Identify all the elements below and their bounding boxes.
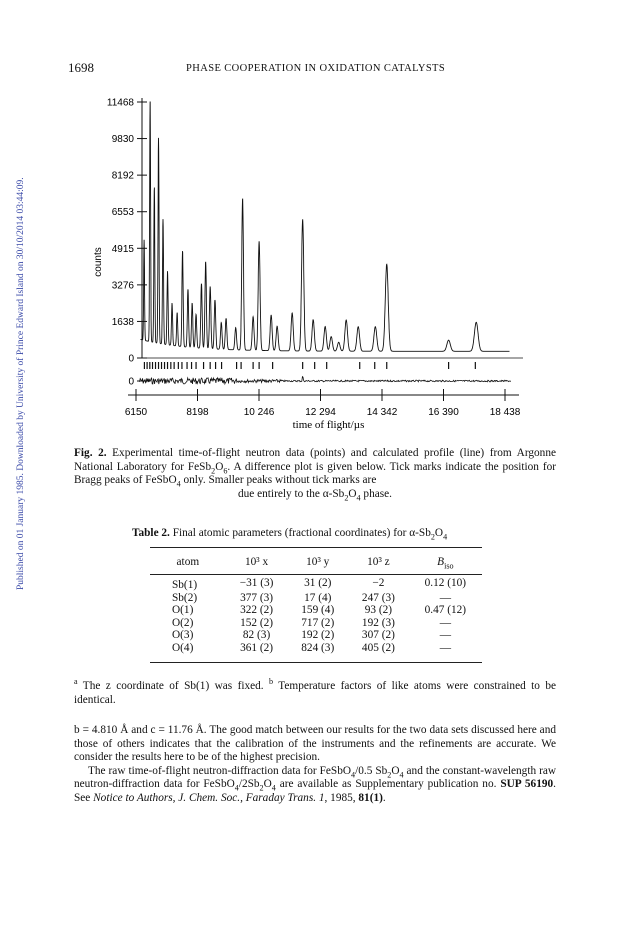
p2-sub: 2: [259, 783, 264, 793]
table-row: [150, 604, 482, 617]
table-cell: 192 (2): [301, 629, 335, 641]
paragraph-2: [74, 765, 556, 806]
col-header-z: 10³ z: [367, 556, 390, 568]
table-cell: O(1): [172, 604, 194, 616]
p2-text: are available as Supplementary publication no.: [275, 778, 501, 790]
table-cell: O(2): [172, 616, 194, 629]
table-cell: Sb(1): [172, 579, 198, 591]
col-header-biso: [409, 548, 482, 575]
p2-text: /0.5 Sb: [355, 764, 388, 777]
paragraph-1: b = 4.810 Å and c = 11.76 Å. The good match between our results for the two data sets discussed here and those of others indicates that the calibration of the instruments and the refinements are accurate. We consider the results here to be of the highest precision.: [74, 724, 556, 763]
difference-zero-label: 0: [128, 376, 134, 388]
y-tick-label: 11468: [106, 97, 134, 109]
table-cell: O(3): [172, 629, 194, 641]
col-header-atom: atom: [176, 556, 200, 568]
y-tick-label: 4915: [111, 243, 134, 255]
y-axis-label: counts: [93, 247, 104, 277]
caption-text: due entirely to the α-Sb: [238, 487, 345, 500]
caption-text: O: [215, 460, 224, 473]
table-body: [150, 575, 482, 655]
x-tick-label: 8198: [186, 407, 209, 418]
table-cell: 717 (2): [301, 616, 335, 629]
caption-text: . A difference plot is given below. Tick marks indicate the position for Bragg peaks of FeSbO: [74, 460, 556, 486]
p2-text: The raw time-of-flight neutron-diffraction data for FeSbO: [88, 764, 352, 777]
profile-line: [141, 102, 510, 351]
table-label: Table 2.: [132, 527, 170, 539]
p2-sub: 4: [399, 769, 404, 779]
table-cell: −31 (3): [239, 577, 274, 589]
table-cell: 247 (3): [361, 591, 395, 604]
b-subscript: iso: [444, 561, 454, 571]
table-cell: —: [439, 616, 452, 629]
p2-text: /2Sb: [238, 778, 260, 790]
caption-sub: 4: [176, 479, 181, 489]
p2-text: and the constant-wavelength raw neutron-diffraction data for FeSbO: [74, 764, 557, 790]
x-tick-label: 10 246: [243, 407, 275, 418]
y-tick-label: 6553: [111, 207, 134, 219]
caption-label: Fig. 2.: [74, 447, 107, 459]
volume-reference: 81(1): [358, 791, 383, 804]
p2-text: , 1985,: [324, 791, 359, 804]
page-number: 1698: [68, 60, 94, 75]
x-tick-label: 16 390: [428, 407, 459, 418]
p2-text: . See: [74, 778, 556, 804]
y-tick-label: 1638: [111, 316, 134, 328]
p2-sub: 2: [387, 769, 392, 779]
table-row: [150, 617, 482, 630]
table-bottom-rule: [150, 662, 482, 663]
running-title: PHASE COOPERATION IN OXIDATION CATALYSTS: [186, 63, 446, 74]
table-cell: —: [439, 641, 452, 654]
difference-curve: [139, 377, 511, 385]
table-header-row: [150, 548, 482, 575]
x-tick-label: 12 294: [305, 407, 336, 418]
table-cell: 17 (4): [304, 591, 332, 604]
col-header-y: 10³ y: [306, 556, 330, 568]
table-cell: 824 (3): [301, 641, 335, 654]
body-text: [74, 724, 556, 805]
y-tick-label: 3276: [111, 280, 134, 292]
table-cell: O(4): [172, 641, 194, 654]
p2-sub: 4: [351, 769, 356, 779]
footnote-text: Temperature factors of like atoms were constrained to be identical.: [74, 680, 556, 706]
table-cell: —: [439, 629, 452, 641]
table-cell: —: [439, 591, 452, 604]
table-cell: 361 (2): [240, 641, 274, 654]
p2-text: O: [391, 764, 400, 777]
supplementary-number: SUP 56190: [500, 778, 554, 790]
caption-sub: 4: [356, 492, 361, 502]
x-tick-label: 18 438: [489, 407, 521, 418]
table-row: [150, 642, 482, 655]
caption-last-line: [74, 488, 556, 502]
table-cell: −2: [372, 577, 385, 589]
table-cell: Sb(2): [172, 591, 198, 604]
table-cell: 322 (2): [240, 604, 274, 616]
p2-sub: 4: [271, 783, 276, 793]
table-cell: 152 (2): [240, 616, 274, 629]
table-cell: 0.47 (12): [424, 604, 467, 616]
table-footnote: [74, 677, 556, 707]
table-title-text: O: [434, 527, 444, 539]
download-notice[interactable]: Published on 01 January 1985. Downloaded by University of Prince Edward Island on 30/10/2014 03:44:09.: [16, 177, 26, 590]
x-tick-label: 14 342: [366, 407, 398, 418]
caption-text: phase.: [360, 487, 392, 500]
notice-reference[interactable]: Notice to Authors, J. Chem. Soc., Faraday Trans. 1: [93, 791, 325, 804]
footnote-mark-b: b: [269, 677, 274, 687]
table-cell: 82 (3): [242, 629, 271, 641]
footnote-text: The z coordinate of Sb(1) was fixed.: [77, 680, 270, 692]
table-row: [150, 629, 482, 642]
table-cell: 307 (2): [361, 629, 395, 641]
table-cell: 377 (3): [240, 591, 274, 604]
caption-text: only. Smaller peaks without tick marks are: [180, 474, 377, 486]
b-symbol: B: [437, 556, 445, 568]
figure-caption: [74, 447, 556, 501]
atomic-parameters-table-box: [150, 547, 482, 663]
table-row: [150, 575, 482, 592]
y-tick-label: 8192: [111, 170, 134, 182]
table-title-sub: 2: [430, 532, 435, 542]
col-header-x: 10³ x: [244, 556, 269, 568]
table-cell: 0.12 (10): [424, 577, 467, 589]
table-cell: 93 (2): [364, 604, 393, 616]
p2-text: .: [382, 791, 386, 804]
y-tick-label: 9830: [111, 134, 134, 146]
y-tick-label: 0: [128, 353, 134, 365]
table-title-sub: 4: [443, 532, 448, 542]
p2-sub: 4: [234, 783, 239, 793]
table-cell: 31 (2): [304, 577, 332, 589]
table-cell: 405 (2): [361, 641, 395, 654]
caption-text: Experimental time-of-flight neutron data (points) and calculated profile (line) from Argonne National Laboratory for FeSb: [74, 447, 556, 473]
table-row: [150, 592, 482, 605]
table-cell: 192 (3): [361, 616, 395, 629]
p2-text: O: [263, 778, 272, 790]
x-tick-label: 6150: [124, 407, 148, 418]
table-cell: 159 (4): [301, 604, 335, 616]
x-axis-label: time of flight/µs: [292, 419, 365, 431]
table-title-text: Final atomic parameters (fractional coordinates) for α-Sb: [172, 527, 431, 539]
caption-text: O: [348, 487, 357, 500]
caption-sub: 2: [344, 492, 349, 502]
atomic-parameters-table: [150, 547, 482, 654]
diffraction-figure: [0, 0, 624, 440]
table-title: [132, 527, 532, 542]
footnote-mark-a: a: [74, 677, 78, 687]
caption-sub: 2: [211, 465, 216, 475]
caption-sub: 6: [223, 465, 228, 475]
